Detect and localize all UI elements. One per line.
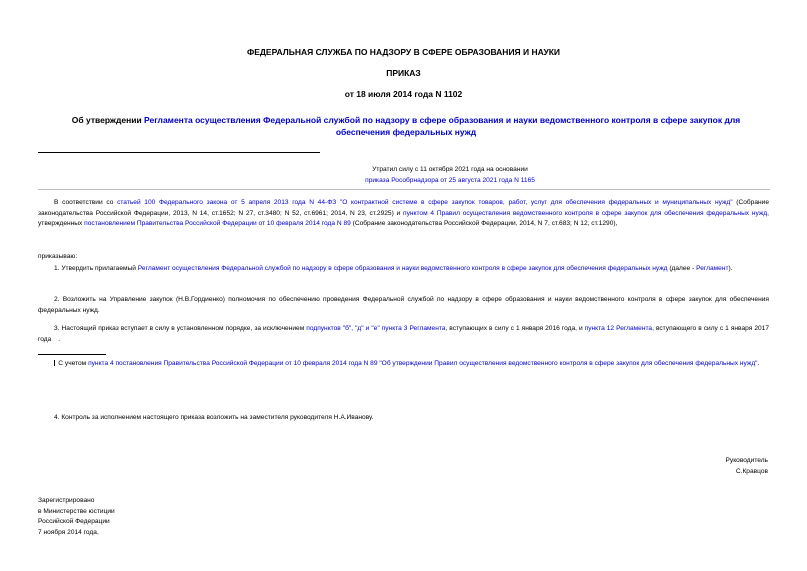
registration-line-2: в Министерстве юстиции xyxy=(38,507,115,515)
title-link[interactable]: Регламента осуществления Федеральной службой по надзору в сфере образования и науки ведомственного контроля в сфере закупок для обеспечения федеральных нужд xyxy=(144,115,741,137)
preamble-text-2: (Собрание законодательства Российской Федерации, 2013, N 14, ст.1652; N 27, ст.3480; N 52, ст.6961; 2014, N 23, ст.2925) и xyxy=(38,199,769,217)
registration-line-1: Зарегистрировано xyxy=(38,497,95,504)
preamble-text-3: , утвержденных xyxy=(38,209,769,228)
preamble-rules-link[interactable]: пунктом 4 Правил осуществления ведомственного контроля в сфере закупок для обеспечения федеральных нужд xyxy=(403,209,768,217)
item1-regulation-link[interactable]: Регламент осуществления Федеральной службой по надзору в сфере образования и науки ведомственного контроля в сфере закупок для обеспечения федеральных нужд xyxy=(137,265,668,272)
footnote-text-2: . xyxy=(757,360,760,367)
registration-block xyxy=(38,496,115,538)
item3-text-2: , вступающих в силу с 1 января 2016 года, и xyxy=(445,325,585,332)
item3-point12-link[interactable]: пункта 12 Регламента xyxy=(584,325,653,332)
registration-line-4: 7 ноября 2014 года, xyxy=(38,528,99,536)
item-1 xyxy=(38,264,769,275)
status-line: Утратил силу с 11 октября 2021 года на основании xyxy=(372,166,528,173)
footnote-divider xyxy=(38,354,106,355)
item3-text-3: , вступающего в силу с 1 января 2017 года xyxy=(38,325,769,343)
item-3 xyxy=(38,324,769,345)
preamble-law-link[interactable]: статьей 100 Федерального закона от 5 апреля 2013 года N 44-ФЗ "О контрактной системе в сфере закупок товаров, работ, услуг для обеспечения федеральных и муниципальных нужд" xyxy=(117,199,733,206)
status-note xyxy=(240,165,660,186)
item1-text-1: 1. Утвердить прилагаемый xyxy=(54,265,138,272)
doc-date-number: от 18 июля 2014 года N 1102 xyxy=(344,89,463,99)
order-word: приказываю: xyxy=(38,253,78,260)
footnote xyxy=(38,359,769,370)
doc-title xyxy=(50,114,762,138)
signature-position: Руководитель xyxy=(725,457,768,464)
footnote-text-1: С учетом xyxy=(58,360,89,367)
item3-text-4: . xyxy=(58,335,61,343)
item-4: 4. Контроль за исполнением настоящего приказа возложить на заместителя руководителя Н.А.Иванову. xyxy=(54,414,374,421)
registration-line-3: Российской Федерации xyxy=(38,518,110,525)
status-link[interactable]: приказа Рособрнадзора от 25 августа 2021 года N 1165 xyxy=(365,176,535,184)
preamble-decree-link[interactable]: постановлением Правительства Российской Федерации от 10 февраля 2014 года N 89 xyxy=(84,220,351,228)
footnote-decree-link[interactable]: пункта 4 постановления Правительства Российской Федерации от 10 февраля 2014 года N 89 "Об утверждении Правил осуществления ведомственного контроля в сфере закупок для обеспечения федеральных нужд" xyxy=(88,360,758,367)
signature-block xyxy=(726,456,768,477)
preamble-text-1: В соответствии со xyxy=(54,199,118,206)
preamble-text-4: (Собрание законодательства Российской Федерации, 2014, N 7, ст.683; N 12, ст.1290), xyxy=(350,220,618,228)
footnote-marker-icon xyxy=(54,360,55,366)
item1-text-3: ). xyxy=(728,265,733,272)
preamble-paragraph xyxy=(38,198,769,230)
item1-regulation-short-link[interactable]: Регламент xyxy=(696,265,729,272)
agency-name: ФЕДЕРАЛЬНАЯ СЛУЖБА ПО НАДЗОРУ В СФЕРЕ ОБРАЗОВАНИЯ И НАУКИ xyxy=(246,47,561,57)
divider-title xyxy=(38,152,320,153)
item-2: 2. Возложить на Управление закупок (Н.В.Гордиенко) полномочия по обеспечению проведения Федеральной службой по надзору в сфере образования и науки ведомственного контроля в сфере закупок для обеспечения федеральных нужд. xyxy=(38,296,769,314)
item3-text-1: 3. Настоящий приказ вступает в силу в установленном порядке, за исключением xyxy=(54,325,307,332)
item1-text-2: (далее - xyxy=(667,265,697,272)
divider-status xyxy=(38,189,770,190)
signature-name: С.Кравцов xyxy=(735,467,768,475)
item3-subpoints-link[interactable]: подпунктов "б", "д" и "е" пункта 3 Регламента xyxy=(306,325,446,332)
title-prefix: Об утверждении xyxy=(71,115,145,125)
doc-type: ПРИКАЗ xyxy=(386,68,421,78)
